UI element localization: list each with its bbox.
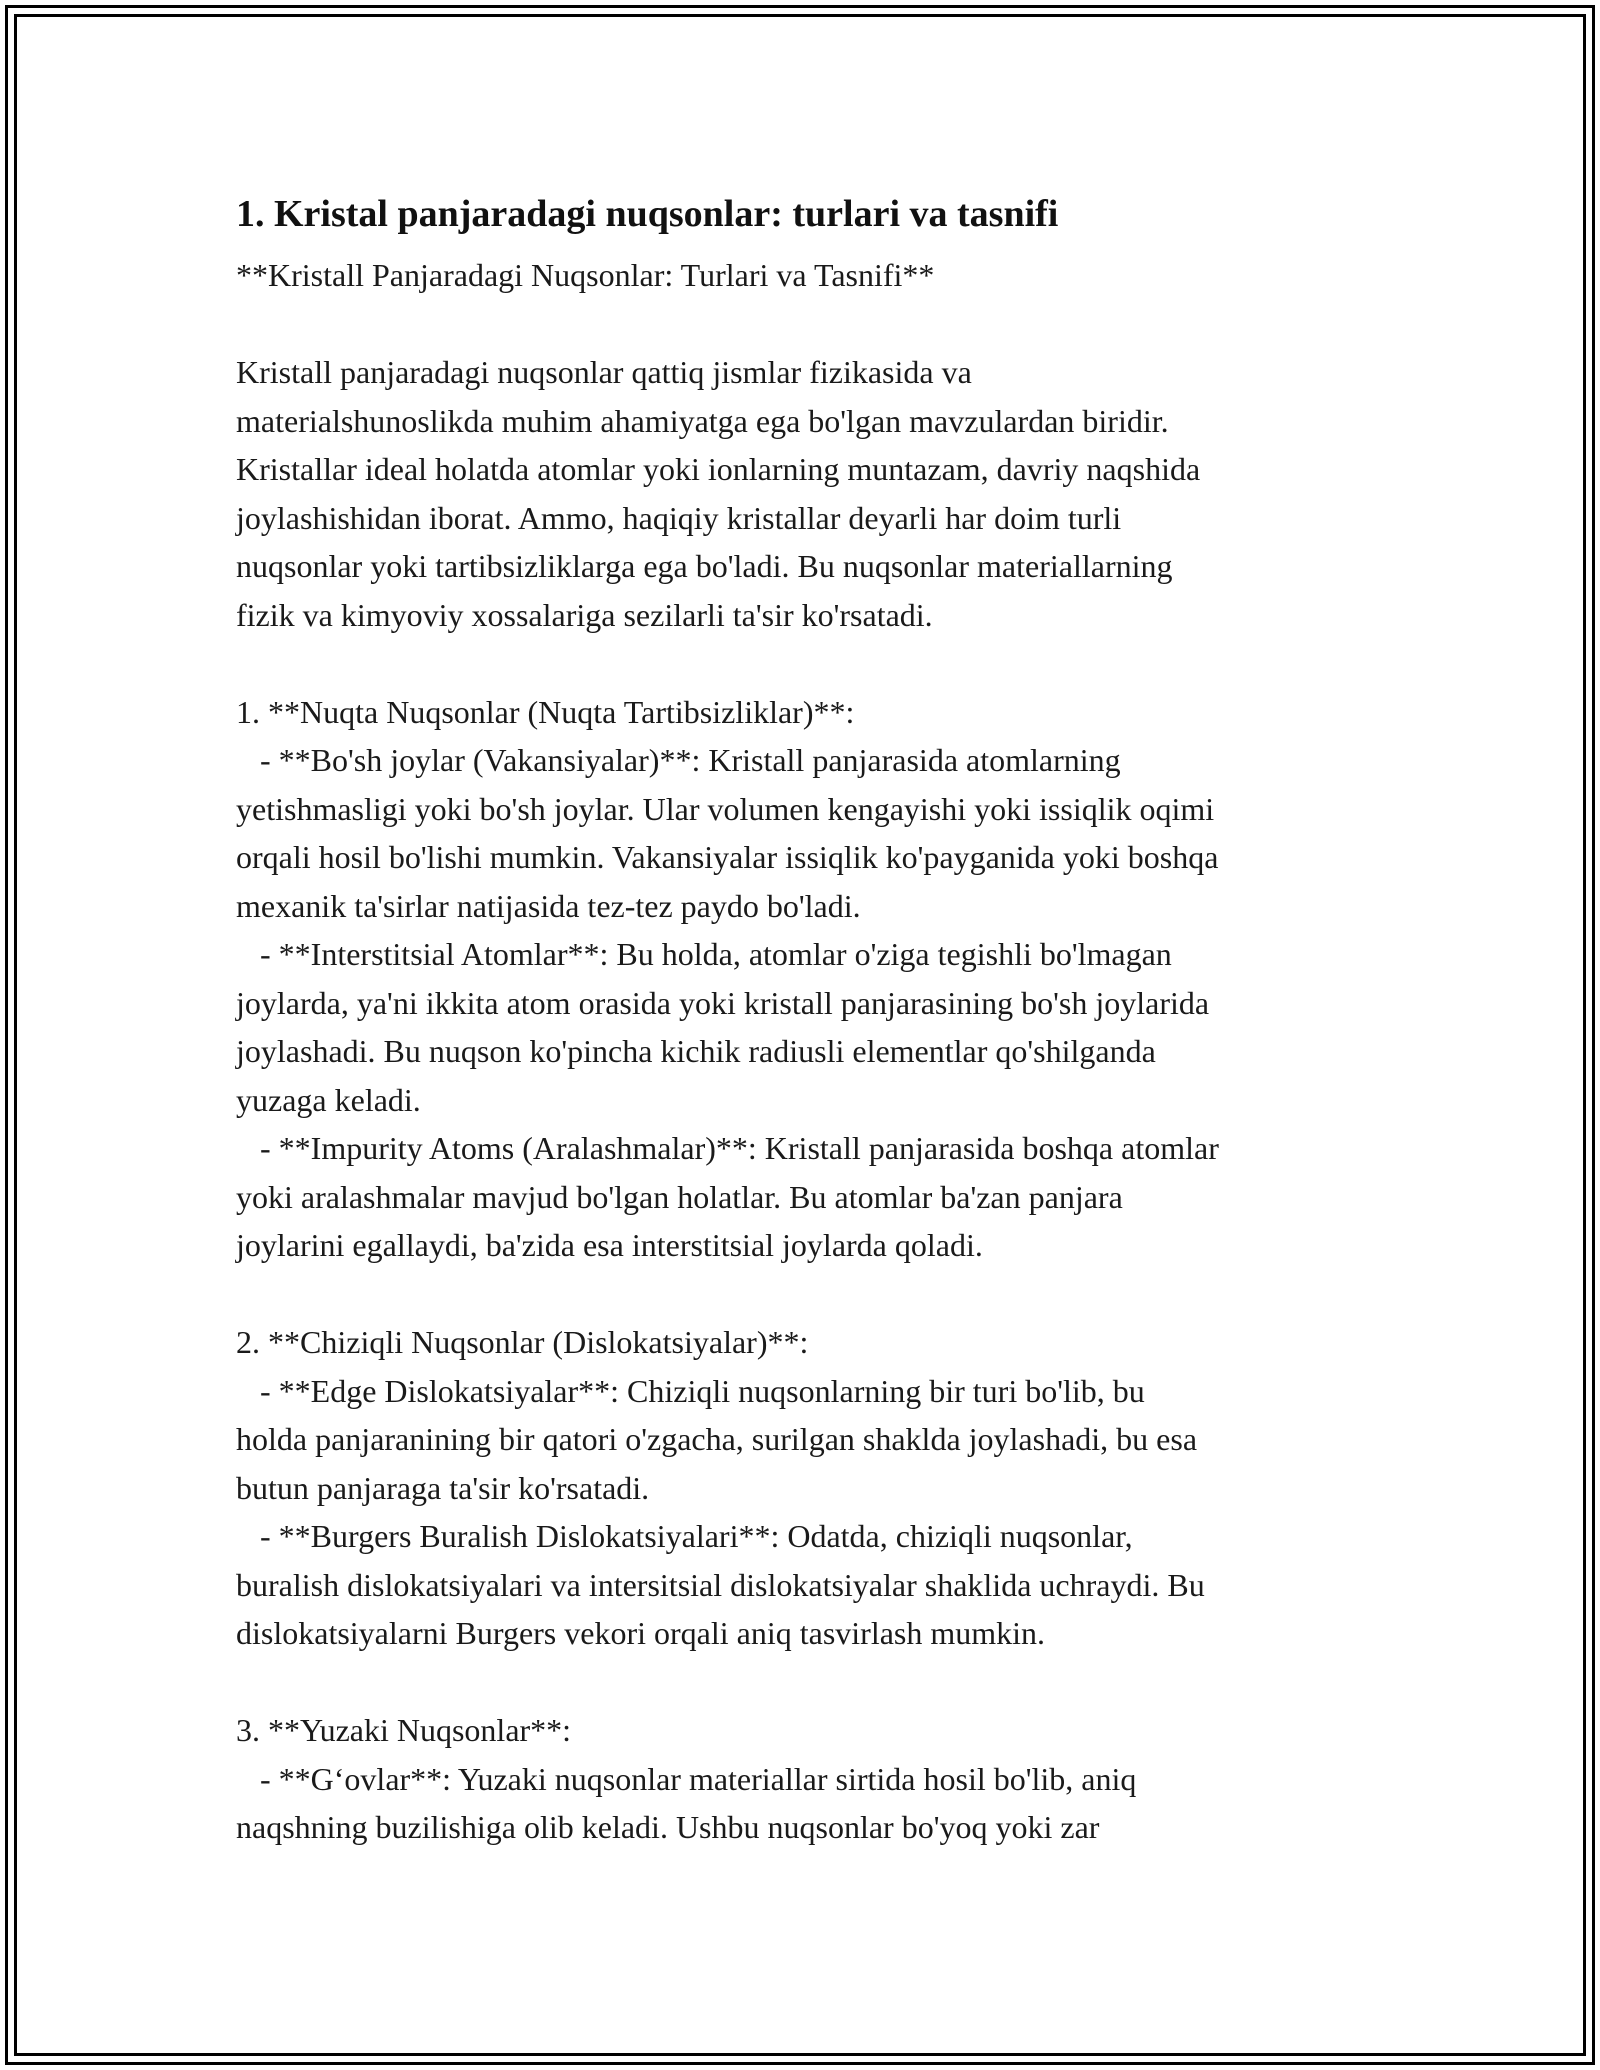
text-line: - **Interstitsial Atomlar**: Bu holda, atomlar o'ziga tegishli bo'lmagan (236, 936, 1172, 972)
text-line: 3. **Yuzaki Nuqsonlar**: (236, 1712, 572, 1748)
blank-line (236, 300, 1386, 349)
text-line: fizik va kimyoviy xossalariga sezilarli ta'sir ko'rsatadi. (236, 596, 933, 633)
text-line: holda panjaranining bir qatori o'zgacha, surilgan shaklda joylashadi, bu esa (236, 1421, 1198, 1457)
text-line: - **Impurity Atoms (Aralashmalar)**: Kristall panjarasida boshqa atomlar (236, 1130, 1219, 1166)
text-line: joylarini egallaydi, ba'zida esa interstitsial joylarda qoladi. (236, 1227, 983, 1263)
document-text (236, 300, 1386, 1852)
text-line: naqshning buzilishiga olib keladi. Ushbu nuqsonlar bo'yoq yoki zar (236, 1809, 1100, 1845)
text-line: joylarda, ya'ni ikkita atom orasida yoki kristall panjarasining bo'sh joylarida (236, 984, 1210, 1021)
text-line: butun panjaraga ta'sir ko'rsatadi. (236, 1469, 650, 1506)
text-line: Kristallar ideal holatda atomlar yoki ionlarning muntazam, davriy naqshida (236, 451, 1201, 487)
text-line: materialshunoslikda muhim ahamiyatga ega bo'lgan mavzulardan biridir. (236, 402, 1169, 439)
text-line: nuqsonlar yoki tartibsizliklarga ega bo'ladi. Bu nuqsonlar materiallarning (236, 548, 1173, 584)
text-line: buralish dislokatsiyalari va intersitsial dislokatsiyalar shaklida uchraydi. Bu (236, 1566, 1205, 1603)
text-line: mexanik ta'sirlar natijasida tez-tez paydo bo'ladi. (236, 887, 861, 924)
text-line: yuzaga keladi. (236, 1081, 421, 1118)
text-line: - **Edge Dislokatsiyalar**: Chiziqli nuqsonlarning bir turi bo'lib, bu (236, 1372, 1145, 1409)
text-line: yoki aralashmalar mavjud bo'lgan holatlar. Bu atomlar ba'zan panjara (236, 1178, 1123, 1215)
text-line: yetishmasligi yoki bo'sh joylar. Ular volumen kengayishi yoki issiqlik oqimi (236, 790, 1215, 827)
text-line: Kristall panjaradagi nuqsonlar qattiq jismlar fizikasida va (236, 354, 972, 390)
page-title: 1. Kristal panjaradagi nuqsonlar: turlari va tasnifi (236, 193, 1059, 235)
blank-line (236, 1270, 1386, 1319)
text-line: - **Bo'sh joylar (Vakansiyalar)**: Kristall panjarasida atomlarning (236, 742, 1121, 778)
text-line: joylashadi. Bu nuqson ko'pincha kichik radiusli elementlar qo'shilganda (236, 1033, 1156, 1069)
text-line: 2. **Chiziqli Nuqsonlar (Dislokatsiyalar)**: (236, 1324, 809, 1360)
text-line: dislokatsiyalarni Burgers vekori orqali aniq tasvirlash mumkin. (236, 1615, 1046, 1651)
text-line: orqali hosil bo'lishi mumkin. Vakansiyalar issiqlik ko'payganida yoki boshqa (236, 839, 1219, 875)
document-subtitle: **Kristall Panjaradagi Nuqsonlar: Turlari va Tasnifi** (236, 257, 935, 293)
document-body (236, 185, 1386, 1852)
text-line: - **G‘ovlar**: Yuzaki nuqsonlar materiallar sirtida hosil bo'lib, aniq (236, 1760, 1137, 1797)
text-line: - **Burgers Buralish Dislokatsiyalari**: Odatda, chiziqli nuqsonlar, (236, 1518, 1133, 1554)
blank-line (236, 639, 1386, 688)
blank-line (236, 1658, 1386, 1707)
text-line: joylashishidan iborat. Ammo, haqiqiy kristallar deyarli har doim turli (236, 499, 1122, 536)
text-line: 1. **Nuqta Nuqsonlar (Nuqta Tartibsizliklar)**: (236, 693, 855, 730)
